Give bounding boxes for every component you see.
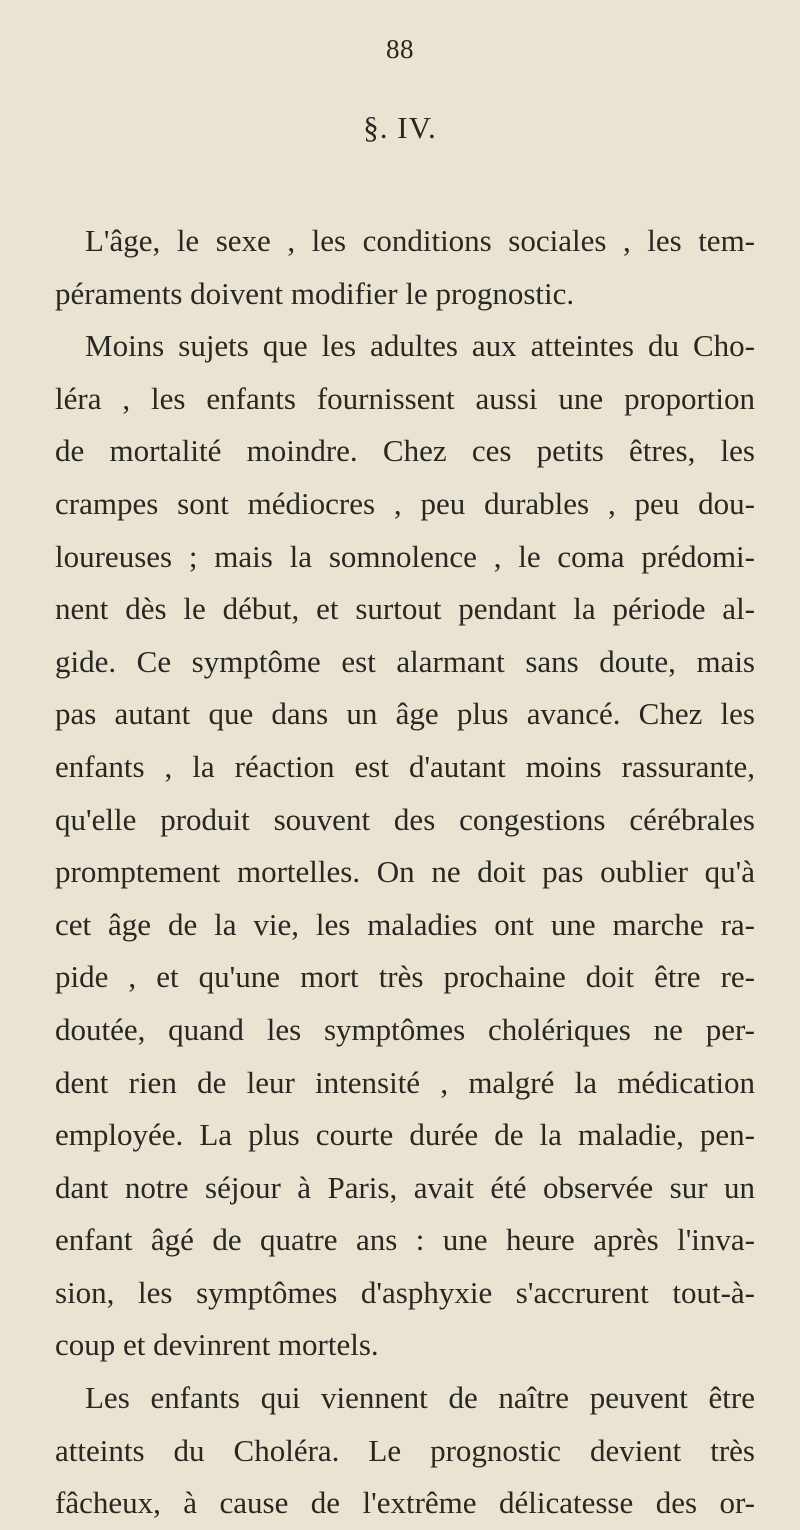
text-line: enfant âgé de quatre ans : une heure après l'inva- <box>55 1222 755 1258</box>
text-line: Les enfants qui viennent de naître peuvent être <box>85 1380 755 1416</box>
text-line: de mortalité moindre. Chez ces petits êtres, les <box>55 433 755 469</box>
text-line: crampes sont médiocres , peu durables , peu dou- <box>55 485 755 521</box>
text-line: enfants , la réaction est d'autant moins rassurante, <box>55 748 755 784</box>
text-line: sion, les symptômes d'asphyxie s'accrurent tout-à- <box>55 1274 755 1310</box>
text-line: doutée, quand les symptômes cholériques ne per- <box>55 1011 755 1047</box>
text-line: dant notre séjour à Paris, avait été observée sur un <box>55 1169 755 1205</box>
text-line: Moins sujets que les adultes aux atteintes du Cho- <box>85 328 755 364</box>
page-number: 88 <box>386 34 414 64</box>
text-line: péraments doivent modifier le prognostic. <box>55 275 575 311</box>
text-line: nent dès le début, et surtout pendant la période al- <box>55 591 755 627</box>
text-line: atteints du Choléra. Le prognostic devient très <box>55 1432 755 1468</box>
text-line: dent rien de leur intensité , malgré la médication <box>55 1064 755 1100</box>
text-line: gide. Ce symptôme est alarmant sans doute, mais <box>55 643 755 679</box>
body-text <box>55 215 755 1530</box>
text-line: promptement mortelles. On ne doit pas oublier qu'à <box>55 854 755 890</box>
text-line: pide , et qu'une mort très prochaine doit être re- <box>55 959 755 995</box>
text-line: loureuses ; mais la somnolence , le coma prédomi- <box>55 538 755 574</box>
text-line: coup et devinrent mortels. <box>55 1327 379 1363</box>
text-line: cet âge de la vie, les maladies ont une marche ra- <box>55 906 755 942</box>
text-line: léra , les enfants fournissent aussi une proportion <box>55 380 755 416</box>
text-line: L'âge, le sexe , les conditions sociales , les tem- <box>85 223 755 258</box>
text-line: qu'elle produit souvent des congestions cérébrales <box>55 801 755 837</box>
section-heading: §. IV. <box>363 110 437 145</box>
text-line: employée. La plus courte durée de la maladie, pen- <box>55 1117 755 1153</box>
text-line: pas autant que dans un âge plus avancé. Chez les <box>55 696 755 732</box>
text-line: fâcheux, à cause de l'extrême délicatesse des or- <box>55 1485 755 1521</box>
